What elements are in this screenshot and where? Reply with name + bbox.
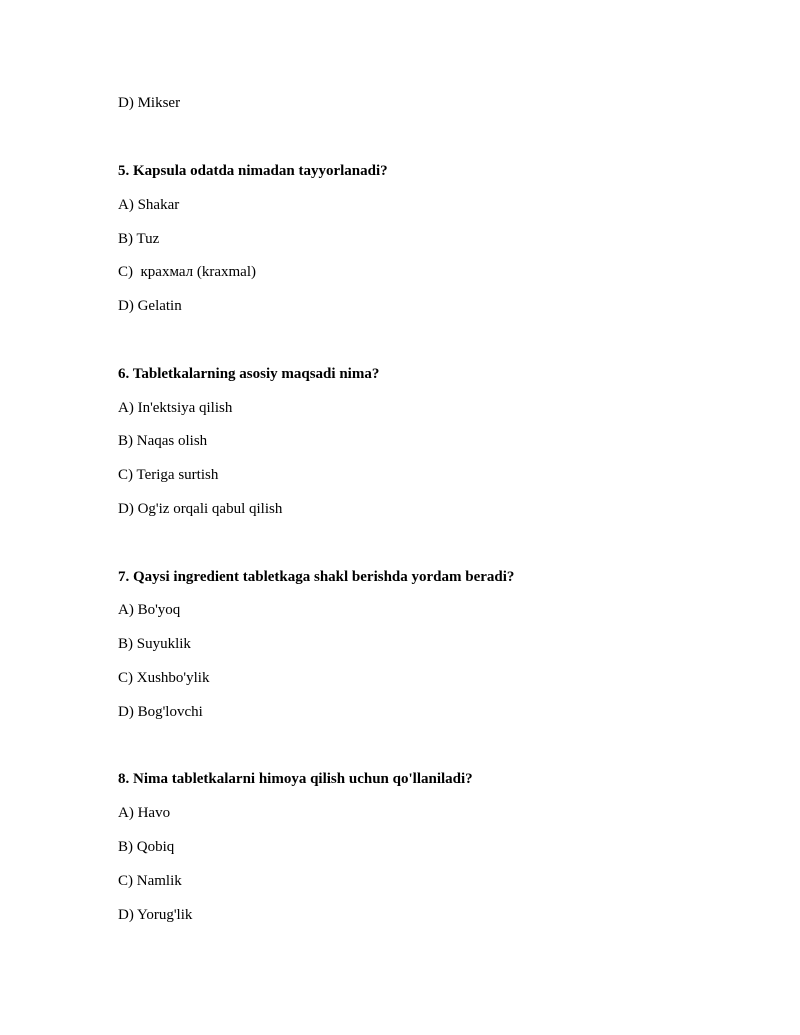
option-7a: A) Bo'yoq: [118, 602, 181, 618]
question-8: 8. Nima tabletkalarni himoya qilish uchun qo'llaniladi?: [118, 771, 473, 787]
option-6d: D) Og'iz orqali qabul qilish: [118, 501, 283, 517]
option-8d: D) Yorug'lik: [118, 907, 193, 923]
option-7d: D) Bog'lovchi: [118, 704, 203, 720]
option-5c: C) крахмал (kraxmal): [118, 264, 256, 280]
option-7c: C) Xushbo'ylik: [118, 670, 210, 686]
question-5: 5. Kapsula odatda nimadan tayyorlanadi?: [118, 163, 388, 179]
option-6a: A) In'ektsiya qilish: [118, 400, 233, 416]
question-7: 7. Qaysi ingredient tabletkaga shakl berishda yordam beradi?: [118, 569, 515, 585]
option-6b: B) Naqas olish: [118, 433, 208, 449]
option-5a: A) Shakar: [118, 197, 180, 213]
option-8a: A) Havo: [118, 805, 171, 821]
option-8c: C) Namlik: [118, 873, 182, 889]
option-5b: B) Tuz: [118, 231, 160, 247]
option-4d: D) Mikser: [118, 95, 181, 111]
option-8b: B) Qobiq: [118, 839, 175, 855]
option-6c: C) Teriga surtish: [118, 467, 219, 483]
question-6: 6. Tabletkalarning asosiy maqsadi nima?: [118, 366, 380, 382]
option-5d: D) Gelatin: [118, 298, 182, 314]
option-7b: B) Suyuklik: [118, 636, 191, 652]
